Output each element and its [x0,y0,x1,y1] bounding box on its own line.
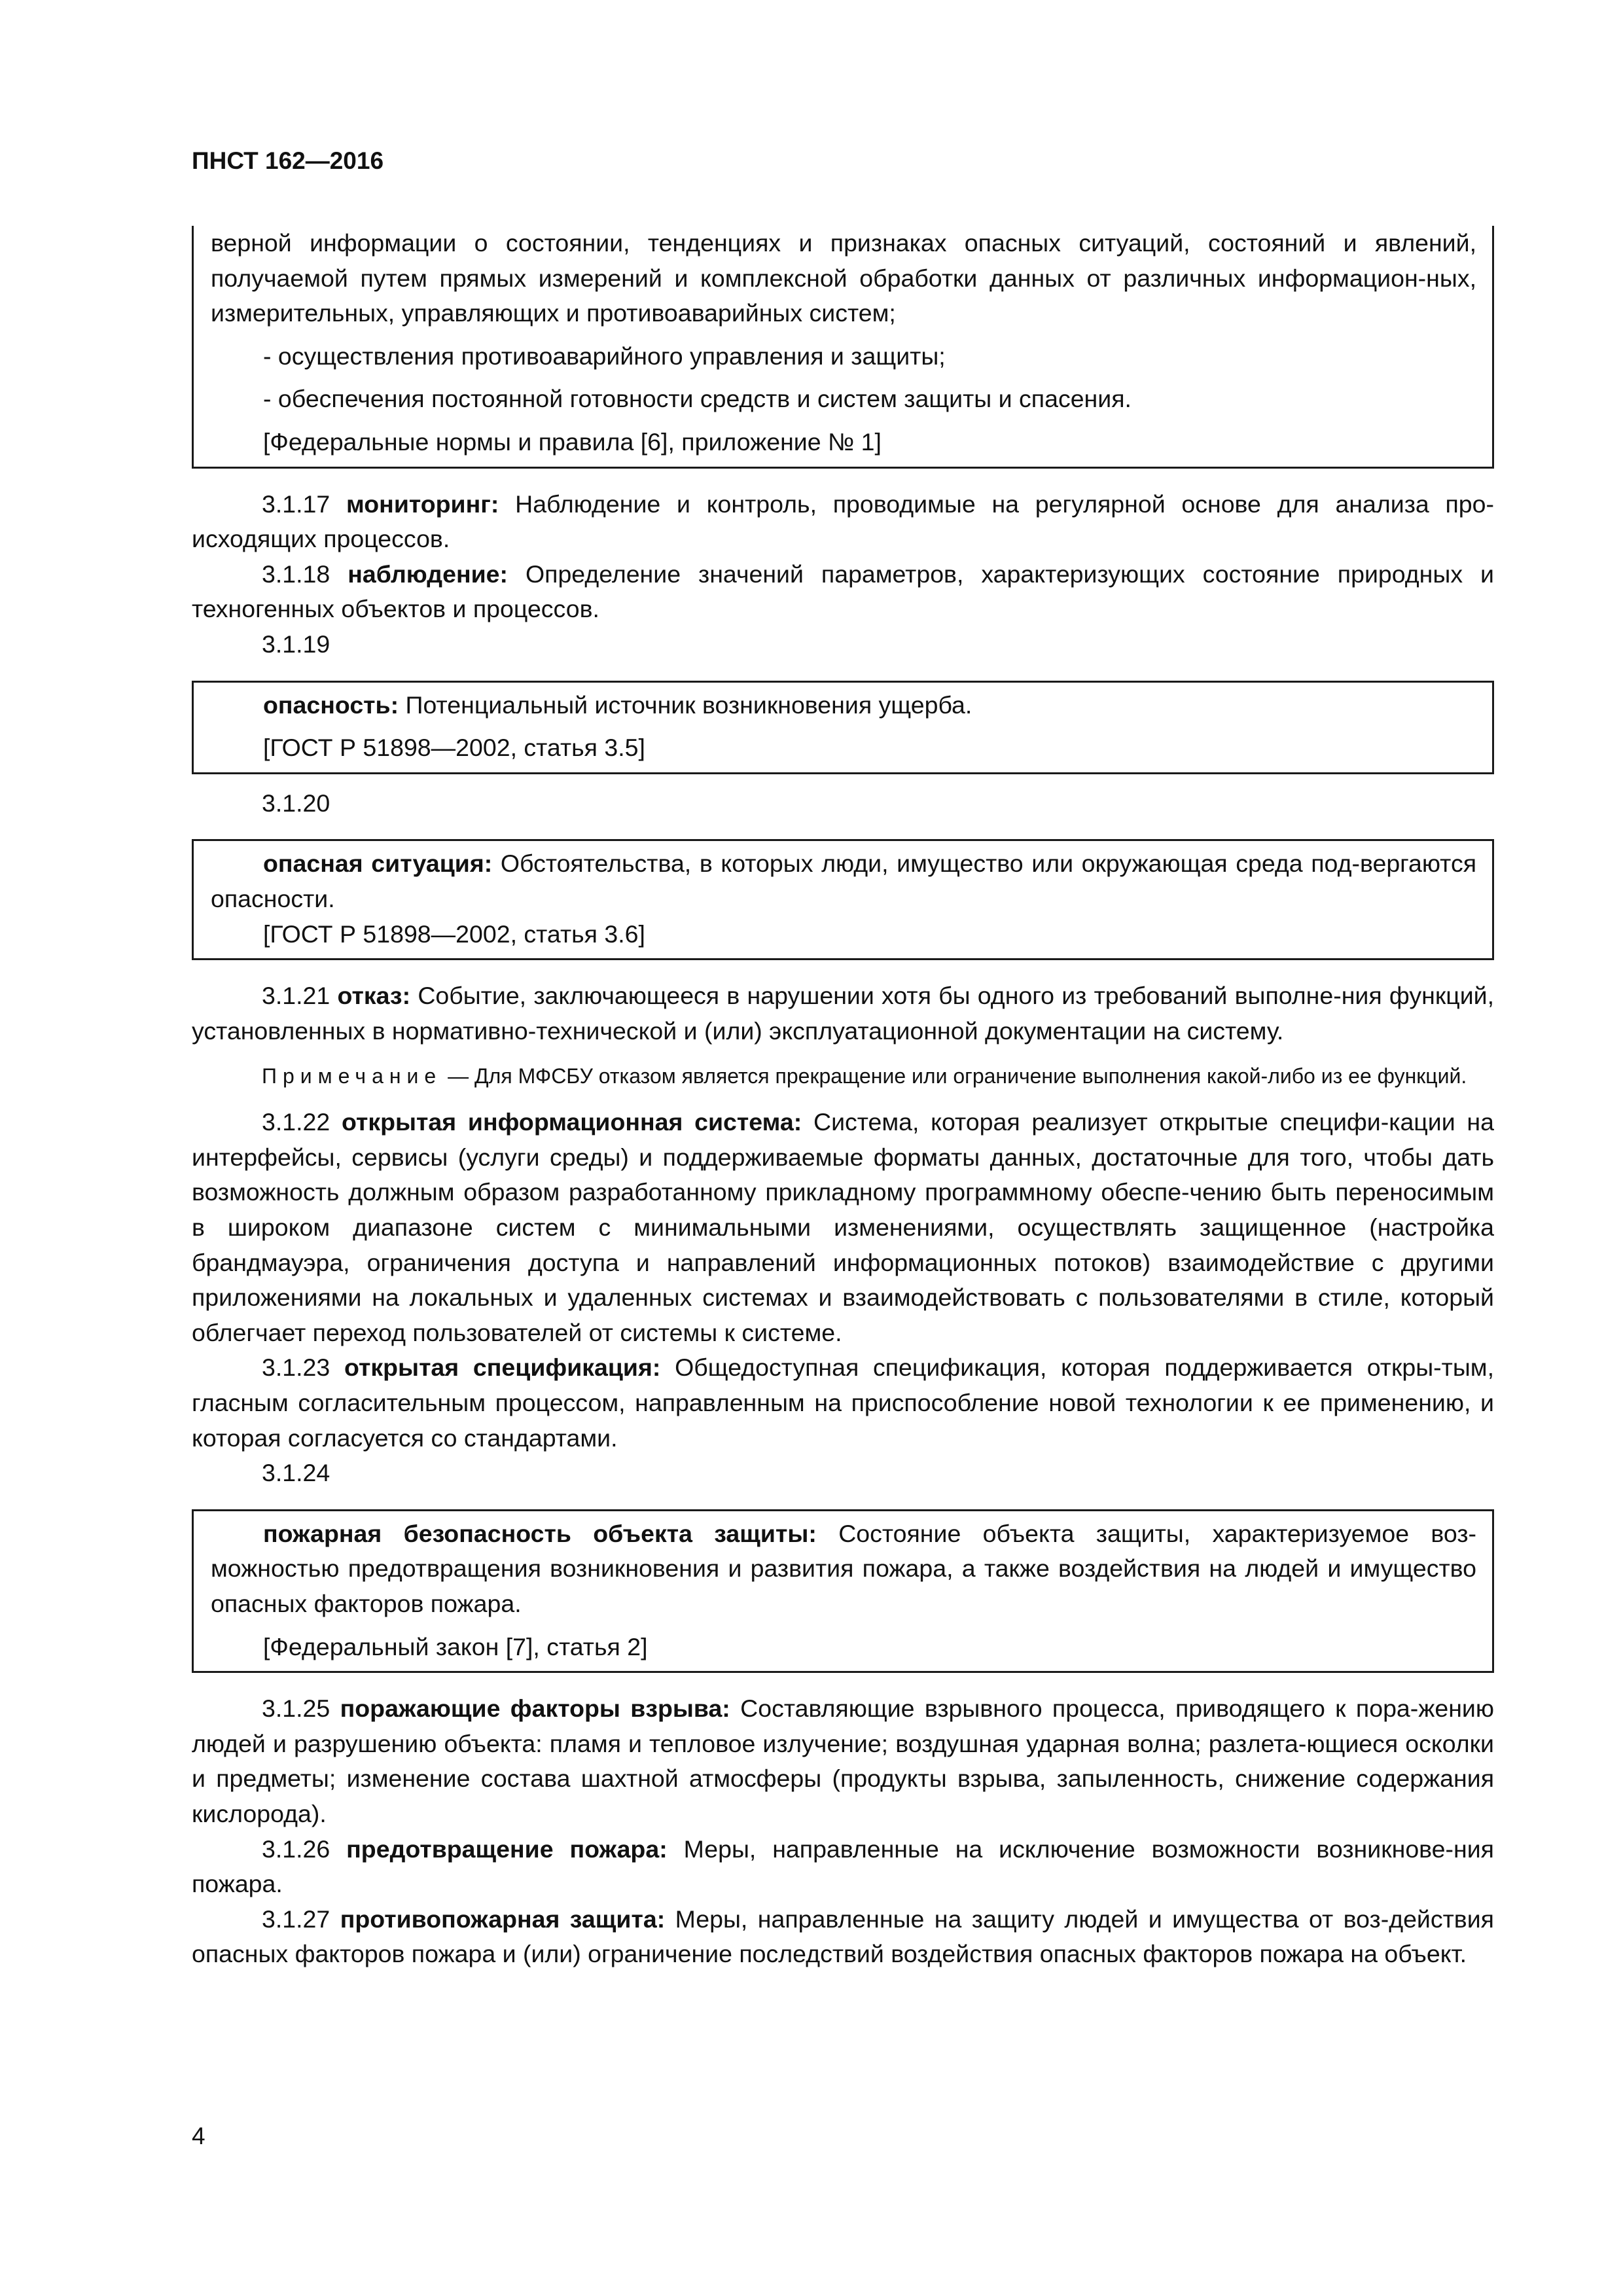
term-definition: Событие, заключающееся в нарушении хотя бы одного из требований выполне-ния функций, установленных в нормативно-технической и (или) эксплуатационной документации на систему. [192,982,1495,1045]
term-3-1-25 [192,1691,1494,1831]
term-definition: Система, которая реализует открытые специфи-кации на интерфейсы, сервисы (услуги среды) и поддерживаемые форматы данных, достаточные для того, чтобы дать возможность должным образом разработанному прикладному программному обеспе-чению быть переносимым в широком диапазоне систем с минимальными изменениями, осуществлять защищенное (настройка брандмауэра, ограничения доступа и направлений информационных потоков) взаимодействие с другими приложениями на локальных и удаленных системах и взаимодействовать с пользователями в стиле, который облегчает переход пользователей от системы к системе. [192,1108,1494,1346]
note-label: Примечание [262,1064,442,1088]
term-3-1-23 [192,1350,1494,1456]
list-item: - осуществления противоаварийного управления и защиты; [263,342,946,370]
term-name: открытая спецификация: [344,1354,661,1382]
term-definition: Состояние объекта защиты, характеризуемое воз-можностью предотвращения возникновения и развития пожара, а также воздействия на людей и имущество опасных факторов пожара. [211,1519,1476,1617]
note-text: — Для МФСБУ отказом является прекращение или ограничение выполнения какой-либо из ее функций. [448,1064,1467,1088]
term-number: 3.1.27 [262,1905,330,1933]
term-name: опасная ситуация: [263,850,493,878]
term-name: мониторинг: [346,490,499,518]
definition-box-continued [192,226,1494,469]
term-number: 3.1.19 [262,630,330,658]
term-definition: Наблюдение и контроль, проводимые на регулярной основе для анализа про-исходящих процессов. [192,490,1495,553]
term-name: опасность: [263,691,399,719]
term-name: предотвращение пожара: [346,1835,668,1863]
term-name: отказ: [337,982,411,1010]
term-number: 3.1.21 [262,982,330,1010]
term-name: пожарная безопасность объекта защиты: [263,1519,817,1547]
boxed-definition [211,688,1476,723]
term-number: 3.1.18 [262,560,330,588]
page-number: 4 [192,2123,205,2149]
definition-source: [ГОСТ Р 51898—2002, статья 3.6] [263,920,645,948]
page-content [192,226,1494,1972]
term-3-1-18 [192,557,1494,627]
term-definition: Потенциальный источник возникновения ущерба. [405,691,972,719]
document-code: ПНСТ 162—2016 [192,147,384,174]
definition-continuation: верной информации о состоянии, тенденциях и признаках опасных ситуаций, состояний и явлений, получаемой путем прямых измерений и комплексной обработки данных от различных информацион-ных, измерительных, управляющих и противоаварийных систем; [211,229,1476,327]
term-number: 3.1.23 [262,1354,330,1382]
term-number: 3.1.20 [262,789,330,817]
definition-source: [Федеральные нормы и правила [6], приложение № 1] [263,427,882,456]
definition-source: [ГОСТ Р 51898—2002, статья 3.5] [263,734,645,762]
term-number: 3.1.24 [262,1459,330,1487]
definition-box-3-1-20 [192,839,1494,960]
boxed-definition [211,846,1476,916]
term-definition: Меры, направленные на исключение возможности возникнове-ния пожара. [192,1835,1494,1898]
term-definition: Общедоступная спецификация, которая поддерживается откры-тым, гласным согласительным процессом, направленным на приспособление новой технологии к ее применению, и которая согласуется со стандартами. [192,1354,1494,1452]
term-name: противопожарная защита: [340,1905,666,1933]
term-definition: Меры, направленные на защиту людей и имущества от воз-действия опасных факторов пожара и (или) ограничение последствий воздействия опасных факторов пожара на объект. [192,1905,1494,1968]
definition-box-3-1-24 [192,1509,1494,1673]
term-3-1-22 [192,1105,1494,1350]
term-name: наблюдение: [348,560,508,588]
term-definition: Составляющие взрывного процесса, приводящего к пора-жению людей и разрушению объекта: пламя и тепловое излучение; воздушная ударная волна; разлета-ющиеся осколки и предметы; изменение состава шахтной атмосферы (продукты взрыва, запыленность, снижение содержания кислорода). [192,1695,1494,1827]
term-name: поражающие факторы взрыва: [340,1695,730,1723]
term-definition: Обстоятельства, в которых люди, имущество или окружающая среда под-вергаются опасности. [211,850,1476,912]
boxed-definition [211,1516,1476,1622]
list-item: - обеспечения постоянной готовности средств и систем защиты и спасения. [263,385,1132,413]
note [192,1060,1494,1092]
term-number: 3.1.22 [262,1108,330,1136]
definition-box-3-1-19 [192,681,1494,774]
term-definition: Определение значений параметров, характеризующих состояние природных и техногенных объектов и процессов. [192,560,1494,623]
term-number: 3.1.17 [262,490,330,518]
term-number: 3.1.26 [262,1835,330,1863]
term-3-1-21 [192,978,1494,1049]
term-3-1-26 [192,1832,1494,1902]
term-3-1-17 [192,487,1494,557]
term-name: открытая информационная система: [342,1108,802,1136]
term-3-1-27 [192,1902,1494,1972]
term-number: 3.1.25 [262,1695,330,1723]
definition-source: [Федеральный закон [7], статья 2] [263,1632,648,1660]
